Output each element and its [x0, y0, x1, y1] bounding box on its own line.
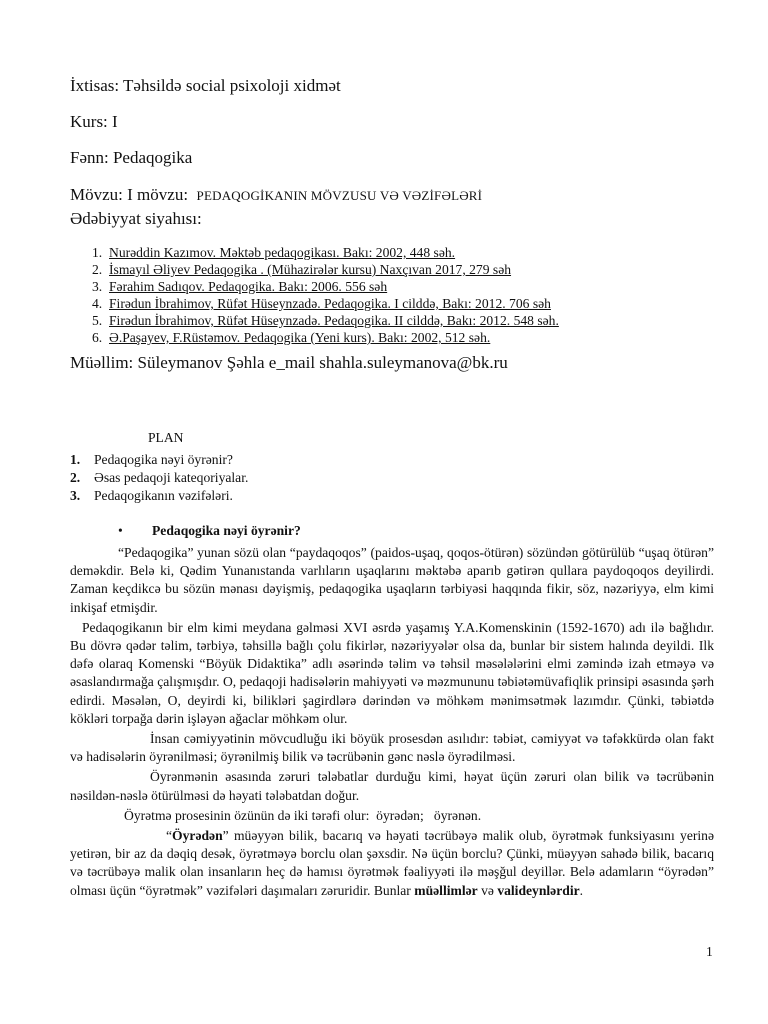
paragraph: Öyrətmə prosesinin özünün də iki tərəfi olur: öyrədən; öyrənən. — [124, 807, 482, 823]
paragraph: Öyrənmənin əsasında zəruri tələbatlar durduğu kimi, həyat üçün zəruri olan bilik və təcrübənin nəsildən-nəslə ötürülməsi də həyati tələbatdan doğur. — [70, 769, 714, 803]
teacher-line: Müəllim: Süleymanov Şəhla e_mail shahla.suleymanova@bk.ru — [70, 353, 508, 372]
plan-item — [70, 451, 248, 469]
list-number: 1. — [92, 245, 103, 260]
specialty-line: İxtisas: Təhsildə social psixoloji xidmət — [70, 76, 341, 95]
list-number: 1. — [70, 452, 81, 467]
bullet-icon: • — [118, 523, 123, 538]
plan-item-text: Əsas pedaqoji kateqoriyalar. — [94, 470, 249, 485]
literature-link[interactable]: Firədun İbrahimov, Rüfət Hüseynzadə. Pedaqogika. II cilddə, Bakı: 2012. 548 səh. — [109, 313, 559, 328]
paragraph: “Pedaqogika” yunan sözü olan “paydaqoqos” (paidos-uşaq, qoqos-ötürən) sözündən götürülüb “uşaq ötürən” deməkdir. Belə ki, Qədim Yunanıstanda varlıların uşaqlarını məktəbə aparıb gətirən qullara paydoqoqos deyilirdi. Zaman keçdikcə bu sözün mənası dəyişmiş, pedaqogika uşaqların tərbiyəsi haqqında fikir, söz, nəzəriyyə, elm kimi inkişaf etmişdir. — [70, 545, 714, 615]
literature-link[interactable]: İsmayıl Əliyev Pedaqogika . (Mühazirələr kursu) Naxçıvan 2017, 279 səh — [109, 262, 512, 277]
paragraph-text: ” müəyyən bilik, bacarıq və həyati təcrübəyə malik olub, öyrətmək funksiyasını yerinə yetirən, bir az da dəqiq desək, öyrətməyə borclu olan şəxsdir. Nə üçün borclu? Çünki, müəyyən sahədə bilik, bacarıq və təcrübəyə malik olan insanların heç də hamısı öyrətmək fəaliyyəti ilə məşğul deyillər. Belə adamların “öyrədən” olması üçün “öyrətmək” vəzifələri daşımaları zəruridir. Bunlar — [70, 828, 714, 898]
literature-heading: Ədəbiyyat siyahısı: — [70, 209, 202, 228]
body-text — [70, 544, 714, 900]
list-number: 3. — [92, 279, 103, 294]
section-heading — [118, 523, 301, 539]
topic-line — [70, 185, 482, 206]
list-number: 2. — [92, 262, 103, 277]
topic-title: PEDAQOGİKANIN MÖVZUSU VƏ VƏZİFƏLƏRİ — [196, 188, 483, 203]
literature-item — [92, 329, 692, 346]
topic-prefix: Mövzu: I mövzu: — [70, 185, 197, 204]
literature-item — [92, 295, 692, 312]
plan-item-text: Pedaqogikanın vəzifələri. — [94, 488, 233, 503]
list-number: 6. — [92, 330, 103, 345]
list-number: 4. — [92, 296, 103, 311]
bold-term: valideynlərdir — [497, 882, 580, 898]
plan-item — [70, 487, 248, 505]
literature-item — [92, 261, 692, 278]
paragraph-text: . — [579, 882, 584, 898]
plan-title: PLAN — [148, 430, 184, 445]
subject-line: Fənn: Pedaqogika — [70, 148, 193, 167]
paragraph — [70, 827, 714, 900]
literature-link[interactable]: Nurəddin Kazımov. Məktəb pedaqogikası. Bakı: 2002, 448 səh. — [109, 245, 456, 260]
course-line: Kurs: I — [70, 112, 118, 131]
literature-list — [92, 244, 692, 346]
bold-term: müəllimlər — [414, 882, 478, 898]
list-number: 2. — [70, 470, 81, 485]
list-number: 3. — [70, 488, 81, 503]
paragraph: Pedaqogikanın bir elm kimi meydana gəlməsi XVI əsrdə yaşamış Y.A.Komenskinin (1592-1670) adı ilə bağlıdır. Bu dövrə qədər təlim, tərbiyə, təhsillə bağlı çolu fikirlər, nəzəriyyələr olsa da, bunlar bir sistem halında deyildi. Ilk dəfə olaraq Komenski “Böyük Didaktika” adlı əsərində təlim və təhsil məsələlərini elmi zəmində izah etməyə və əsaslandırmağa çalışmışdır. O, pedaqoji hadisələrin mahiyyəti və məzmununu təbiətəmüvafiqlik prinsipi əsasında şərh edirdi. Məsələn, O, deyirdi ki, bilikləri şagirdlərə dərindən və möhkəm mənimsətmək lazımdır. Çünki, təbiətdə kökləri torpağa dərin işləyən ağaclar möhkəm olur. — [70, 619, 714, 726]
section-heading-text: Pedaqogika nəyi öyrənir? — [152, 523, 301, 538]
literature-link[interactable]: Ə.Paşayev, F.Rüstəmov. Pedaqogika (Yeni kurs). Bakı: 2002, 512 səh. — [109, 330, 491, 345]
literature-link[interactable]: Firədun İbrahimov, Rüfət Hüseynzadə. Pedaqogika. I cilddə, Bakı: 2012. 706 səh — [109, 296, 551, 311]
list-number: 5. — [92, 313, 103, 328]
plan-item — [70, 469, 248, 487]
plan-list — [70, 451, 248, 505]
plan-item-text: Pedaqogika nəyi öyrənir? — [94, 452, 233, 467]
literature-item — [92, 312, 692, 329]
literature-item — [92, 244, 692, 261]
quote-open: “ — [166, 828, 173, 844]
paragraph: İnsan cəmiyyətinin mövcudluğu iki böyük prosesdən asılıdır: təbiət, cəmiyyət və təfəkkürdə olan fakt və hadisələrin öyrənilməsi; öyrənilmiş bilik və təcrübənin gənc nəslə öyrədilməsi. — [70, 731, 714, 765]
page-number: 1 — [706, 944, 713, 959]
literature-link[interactable]: Fərahim Sadıqov. Pedaqogika. Bakı: 2006. 556 səh — [109, 279, 388, 294]
bold-term: Öyrədən — [172, 828, 223, 844]
paragraph-text: və — [477, 882, 498, 898]
literature-item — [92, 278, 692, 295]
